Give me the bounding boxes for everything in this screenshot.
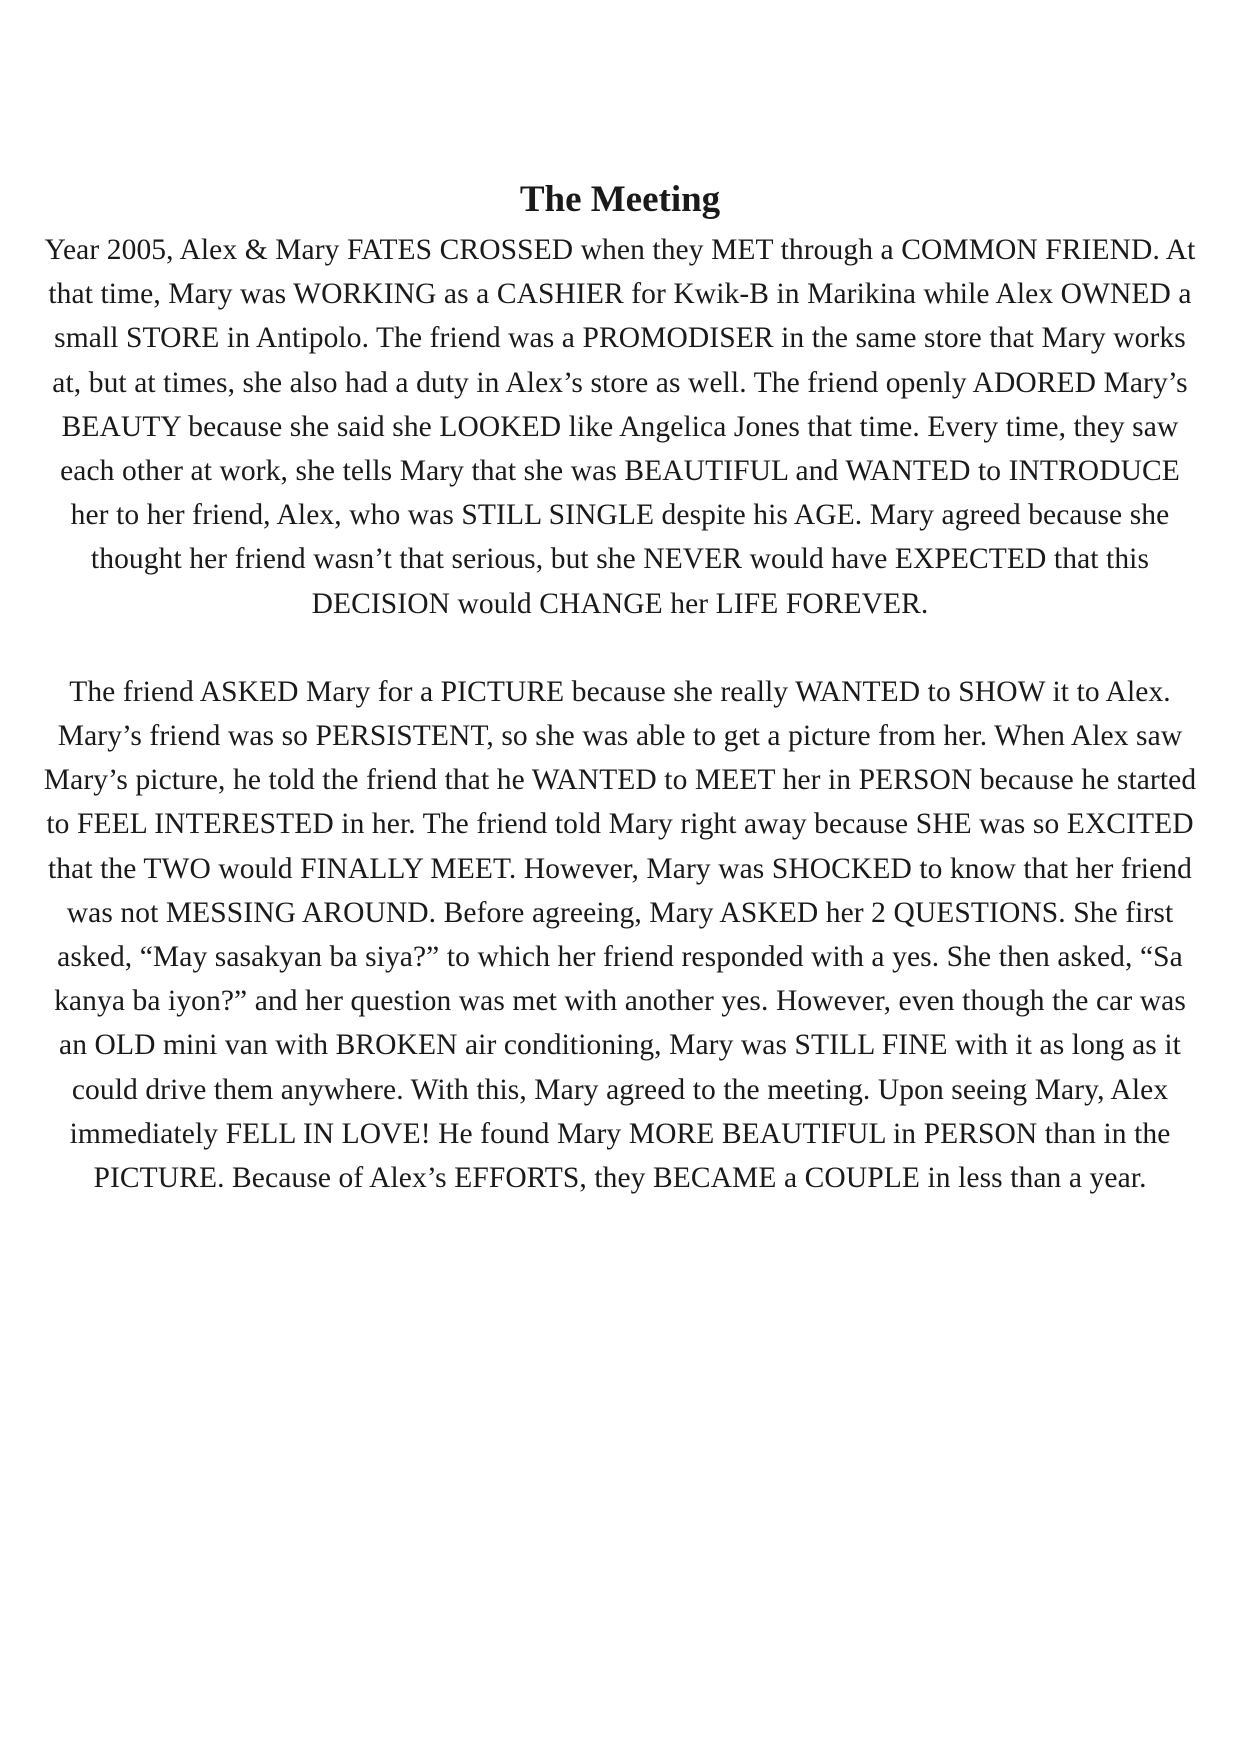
page-title: The Meeting	[519, 179, 721, 220]
document-content	[40, 172, 1200, 1200]
paragraph-picture: The friend ASKED Mary for a PICTURE because she really WANTED to SHOW it to Alex. Mary’s friend was so PERSISTENT, so she was able to get a picture from her. When Alex saw Mary’s picture, he told the friend that he WANTED to MEET her in PERSON because he started to FEEL INTERESTED in her. The friend told Mary right away because SHE was so EXCITED that the TWO would FINALLY MEET. However, Mary was SHOCKED to know that her friend was not MESSING AROUND. Before agreeing, Mary ASKED her 2 QUESTIONS. She first asked, “May sasakyan ba siya?” to which her friend responded with a yes. She then asked, “Sa kanya ba iyon?” and her question was met with another yes. However, even though the car was an OLD mini van with BROKEN air conditioning, Mary was STILL FINE with it as long as it could drive them anywhere. With this, Mary agreed to the meeting. Upon seeing Mary, Alex immediately FELL IN LOVE! He found Mary MORE BEAUTIFUL in PERSON than in the PICTURE. Because of Alex’s EFFORTS, they BECAME a COUPLE in less than a year.	[43, 675, 1197, 1195]
paragraph-meeting: Year 2005, Alex & Mary FATES CROSSED when they MET through a COMMON FRIEND. At that time, Mary was WORKING as a CASHIER for Kwik-B in Marikina while Alex OWNED a small STORE in Antipolo. The friend was a PROMODISER in the same store that Mary works at, but at times, she also had a duty in Alex’s store as well. The friend openly ADORED Mary’s BEAUTY because she said she LOOKED like Angelica Jones that time. Every time, they saw each other at work, she tells Mary that she was BEAUTIFUL and WANTED to INTRODUCE her to her friend, Alex, who was STILL SINGLE despite his AGE. Mary agreed because she thought her friend wasn’t that serious, but she NEVER would have EXPECTED that this DECISION would CHANGE her LIFE FOREVER.	[44, 234, 1196, 620]
paragraph-spacer	[40, 626, 1200, 670]
